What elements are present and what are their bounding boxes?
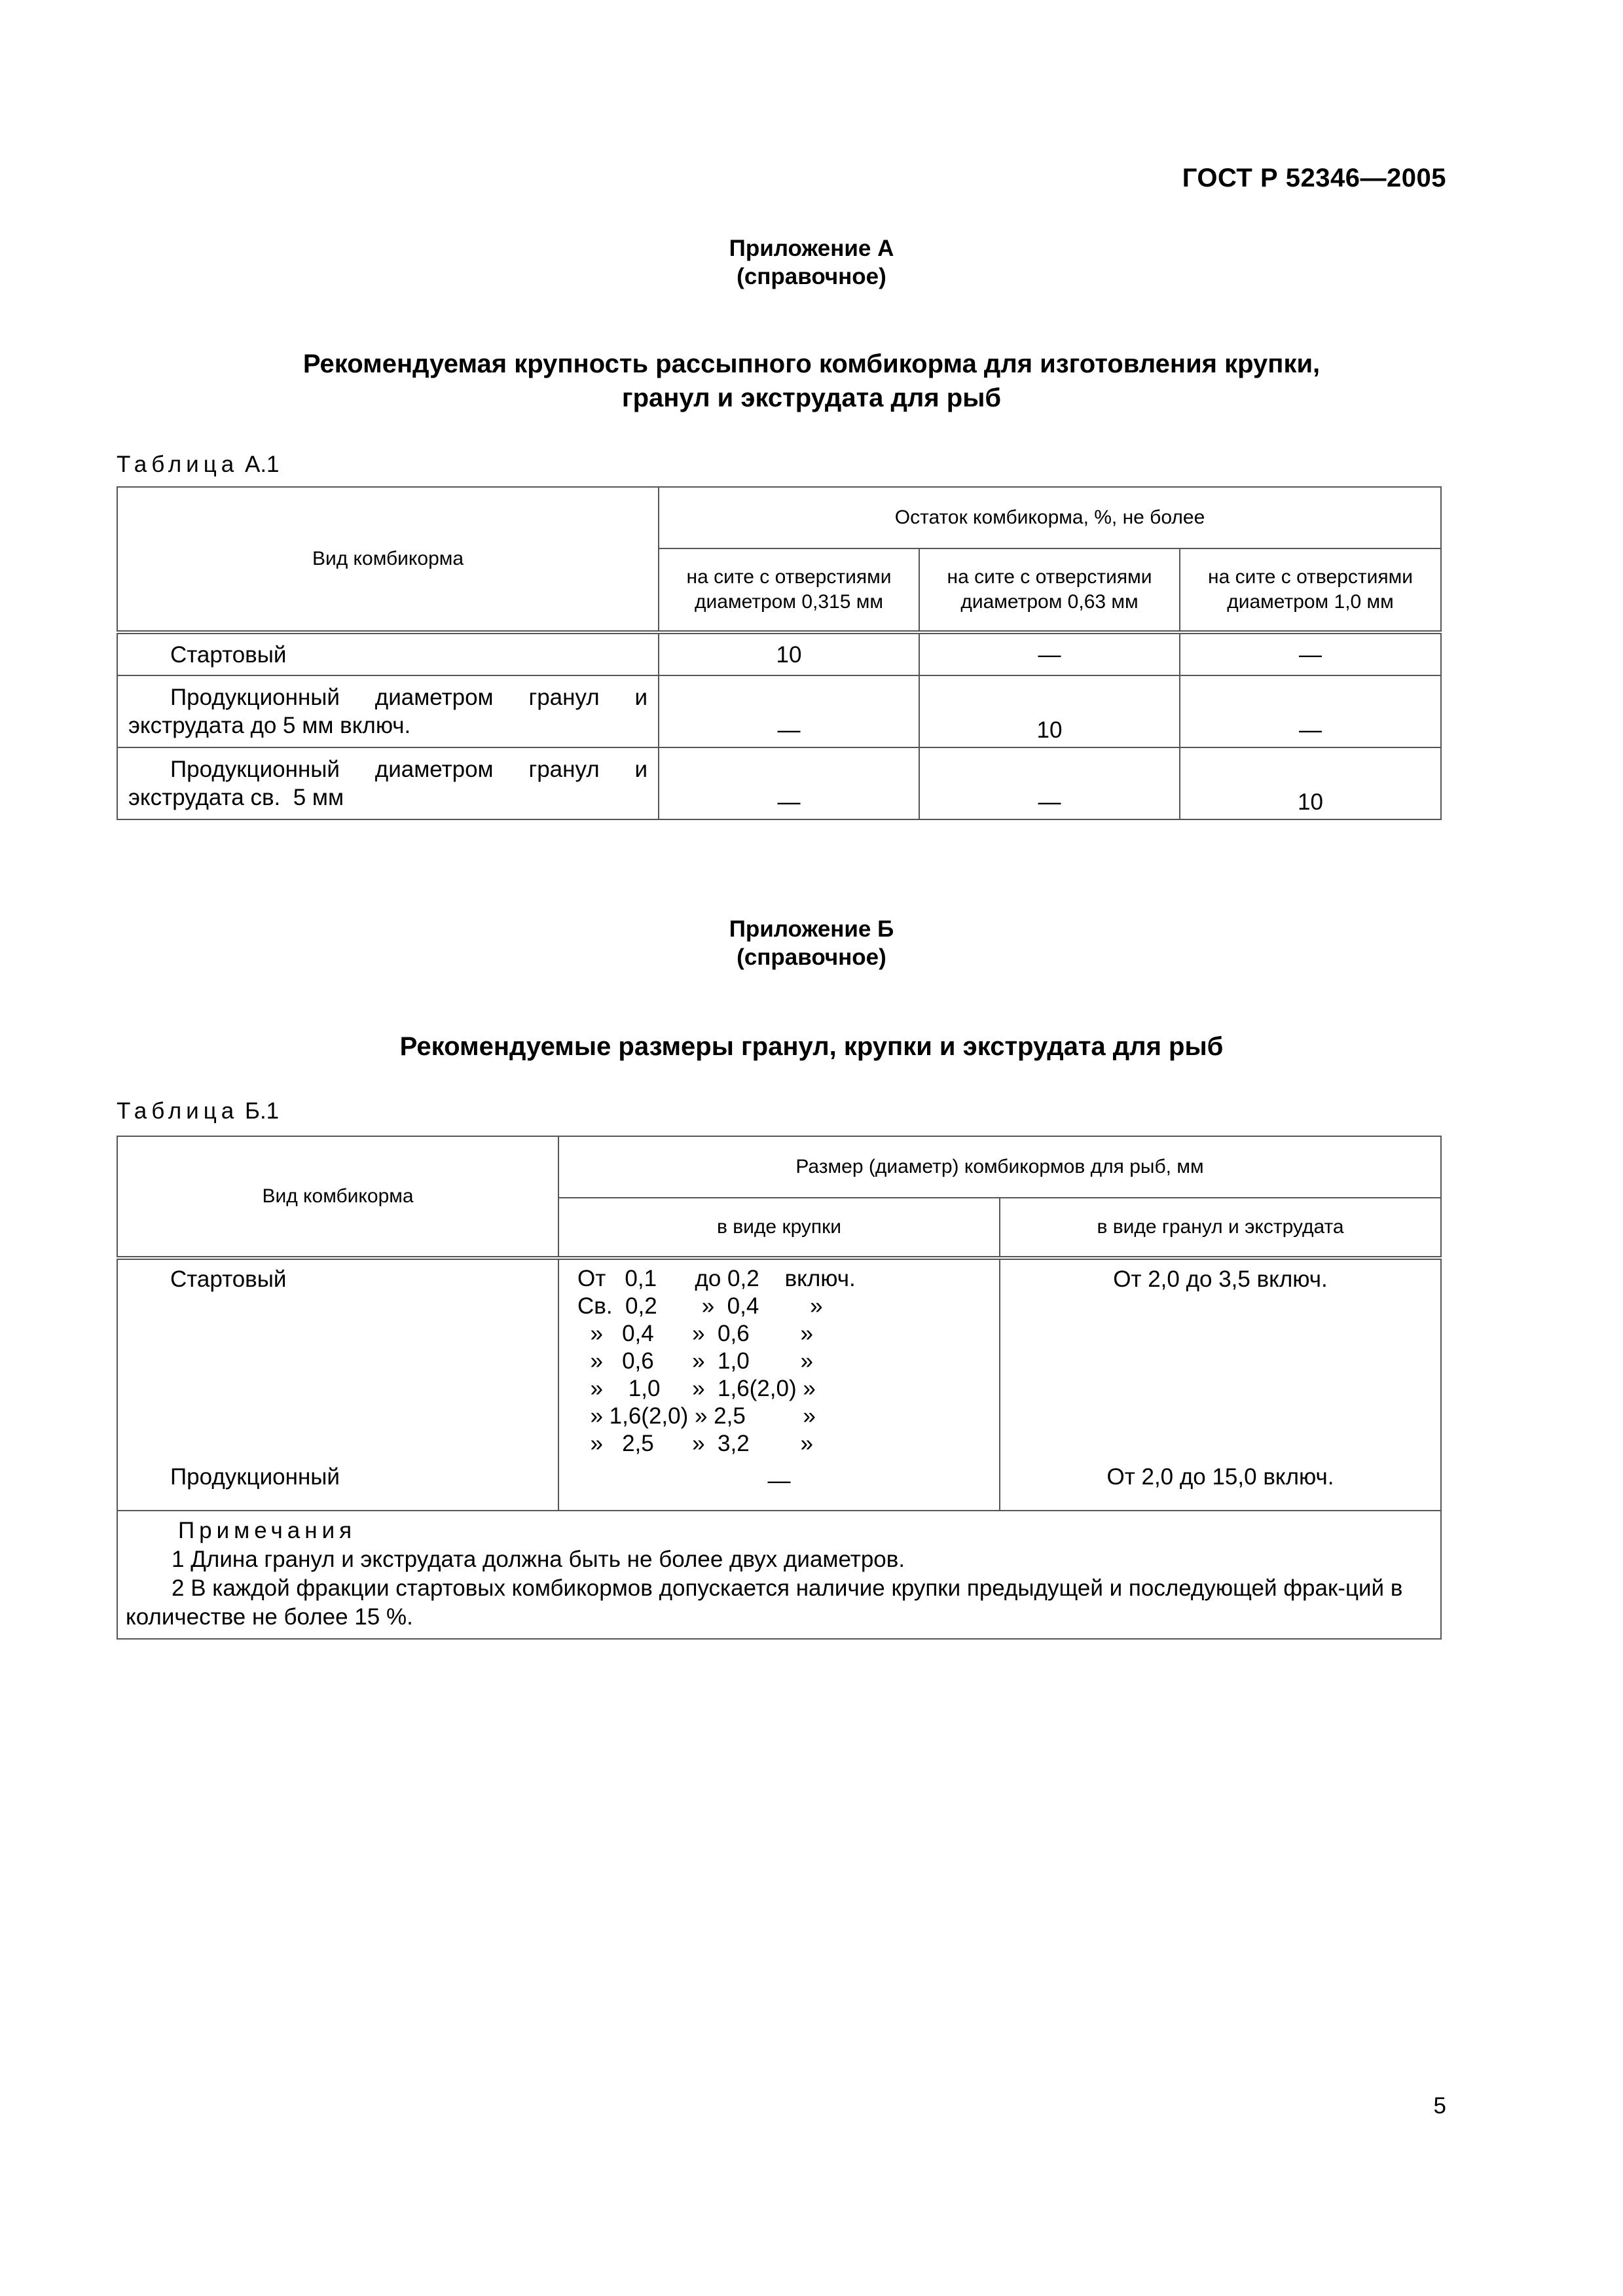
table-a1-row3-word4: и [634, 757, 647, 782]
table-a1-row1-val1: 10 [659, 632, 919, 675]
table-b1-crumbs-line6: » 1,6(2,0) » 2,5 » [577, 1403, 816, 1429]
page-number: 5 [1433, 2093, 1446, 2119]
table-row [117, 675, 1441, 747]
table-a1-row2-word4: и [634, 685, 647, 710]
note-1: 1 Длина гранул и экструдата должна быть не более двух диаметров. [172, 1547, 905, 1572]
table-a1-header-type: Вид комбикорма [117, 487, 659, 632]
table-a1-subheader-2-line2: диаметром 0,63 мм [960, 591, 1139, 613]
table-a1-subheader-1 [659, 548, 919, 632]
table-a1 [117, 486, 1442, 820]
table-b1-subheader-granules: в виде гранул и экструдата [1000, 1198, 1441, 1258]
note-2-text: 2 В каждой фракции стартовых комбикормов допускается наличие крупки предыдущей и последующей фрак-ций в количестве не более 15 %. [126, 1575, 1403, 1630]
document-header: ГОСТ Р 52346—2005 [1182, 164, 1446, 192]
table-a1-row2-name [117, 675, 659, 747]
table-b1-row1-name-cell [117, 1258, 558, 1511]
table-b1-crumbs-cell [558, 1258, 1000, 1511]
table-b1-granules-cell [1000, 1258, 1441, 1511]
appendix-b-title: Приложение Б [729, 916, 894, 942]
appendix-a-title-line2: гранул и экструдата для рыб [621, 384, 1002, 412]
table-a1-subheader-1-line2: диаметром 0,315 мм [695, 591, 883, 613]
table-a1-row3-word3: гранул [528, 757, 600, 782]
notes-heading: Примечания [178, 1518, 357, 1543]
table-a1-subheader-1-line1: на сите с отверстиями [686, 566, 892, 588]
table-b1-label-num: Б.1 [244, 1098, 280, 1124]
appendix-a-title: Приложение А [729, 236, 894, 261]
table-b1-crumbs-line3: » 0,4 » 0,6 » [577, 1321, 813, 1346]
table-a1-subheader-2-line1: на сите с отверстиями [947, 566, 1152, 588]
table-a1-row3-name-line2: экструдата св. 5 мм [128, 785, 344, 810]
table-b1-crumbs-line1: От 0,1 до 0,2 включ. [577, 1266, 856, 1291]
table-b1-crumbs-line5: » 1,0 » 1,6(2,0) » [577, 1376, 816, 1401]
table-a1-label-word: Таблица [117, 452, 239, 477]
table-a1-subheader-3-line1: на сите с отверстиями [1208, 566, 1413, 588]
table-a1-row3-word1: Продукционный [170, 757, 340, 782]
table-a1-subheader-3 [1180, 548, 1441, 632]
table-a1-row3-word2: диаметром [374, 757, 494, 782]
table-b1-header-type: Вид комбикорма [117, 1136, 558, 1258]
table-b1-label-word: Таблица [117, 1098, 239, 1124]
table-a1-row1-name: Стартовый [117, 632, 659, 675]
table-a1-row2-name-line2: экструдата до 5 мм включ. [128, 713, 411, 738]
table-a1-row3-val3: 10 [1180, 747, 1441, 819]
table-b1-row2-name: Продукционный [170, 1464, 340, 1490]
table-a1-row1-val2: — [919, 632, 1180, 675]
appendix-a-heading [0, 234, 1623, 291]
table-a1-label-num: А.1 [244, 452, 280, 477]
table-row [117, 632, 1441, 675]
table-a1-subheader-3-line2: диаметром 1,0 мм [1227, 591, 1394, 613]
table-a1-row2-word2: диаметром [374, 685, 494, 710]
table-a1-subheader-2 [919, 548, 1180, 632]
table-b1-crumbs-line7: » 2,5 » 3,2 » [577, 1431, 813, 1456]
table-a1-row2-word1: Продукционный [170, 685, 340, 710]
table-b1-crumbs-line4: » 0,6 » 1,0 » [577, 1348, 813, 1374]
appendix-a-main-title [0, 347, 1623, 415]
table-b1-notes-row [117, 1511, 1441, 1639]
note-2 [126, 1574, 1431, 1632]
table-a1-row3-val1: — [659, 747, 919, 819]
appendix-a-title-line1: Рекомендуемая крупность рассыпного комбикорма для изготовления крупки, [302, 350, 1321, 378]
appendix-a-status: (справочное) [737, 264, 886, 289]
table-a1-row2-val1: — [659, 675, 919, 747]
table-b1-crumbs-line2: Св. 0,2 » 0,4 » [577, 1293, 823, 1319]
appendix-b-main-title: Рекомендуемые размеры гранул, крупки и экструдата для рыб [399, 1032, 1224, 1061]
table-a1-row2-val2: 10 [919, 675, 1180, 747]
table-a1-label [117, 452, 280, 478]
appendix-b-heading [0, 915, 1623, 971]
table-b1-notes [117, 1511, 1441, 1639]
table-b1-row1-granules: От 2,0 до 3,5 включ. [1113, 1266, 1328, 1292]
table-b1-subheader-crumbs: в виде крупки [558, 1198, 1000, 1258]
table-b1-header-group: Размер (диаметр) комбикормов для рыб, мм [558, 1136, 1441, 1198]
table-a1-row2-val3: — [1180, 675, 1441, 747]
table-a1-row2-word3: гранул [528, 685, 600, 710]
appendix-b-status: (справочное) [737, 944, 886, 970]
table-row [117, 747, 1441, 819]
table-b1-row2-granules: От 2,0 до 15,0 включ. [1106, 1464, 1334, 1490]
table-a1-row1-val3: — [1180, 632, 1441, 675]
table-b1-row2-crumbs: — [767, 1468, 791, 1494]
table-a1-header-group: Остаток комбикорма, %, не более [659, 487, 1441, 548]
table-row [117, 1258, 1441, 1511]
table-b1-label [117, 1098, 279, 1124]
table-a1-row3-val2: — [919, 747, 1180, 819]
table-b1 [117, 1136, 1442, 1640]
table-b1-row1-name: Стартовый [170, 1266, 287, 1292]
table-a1-row3-name [117, 747, 659, 819]
